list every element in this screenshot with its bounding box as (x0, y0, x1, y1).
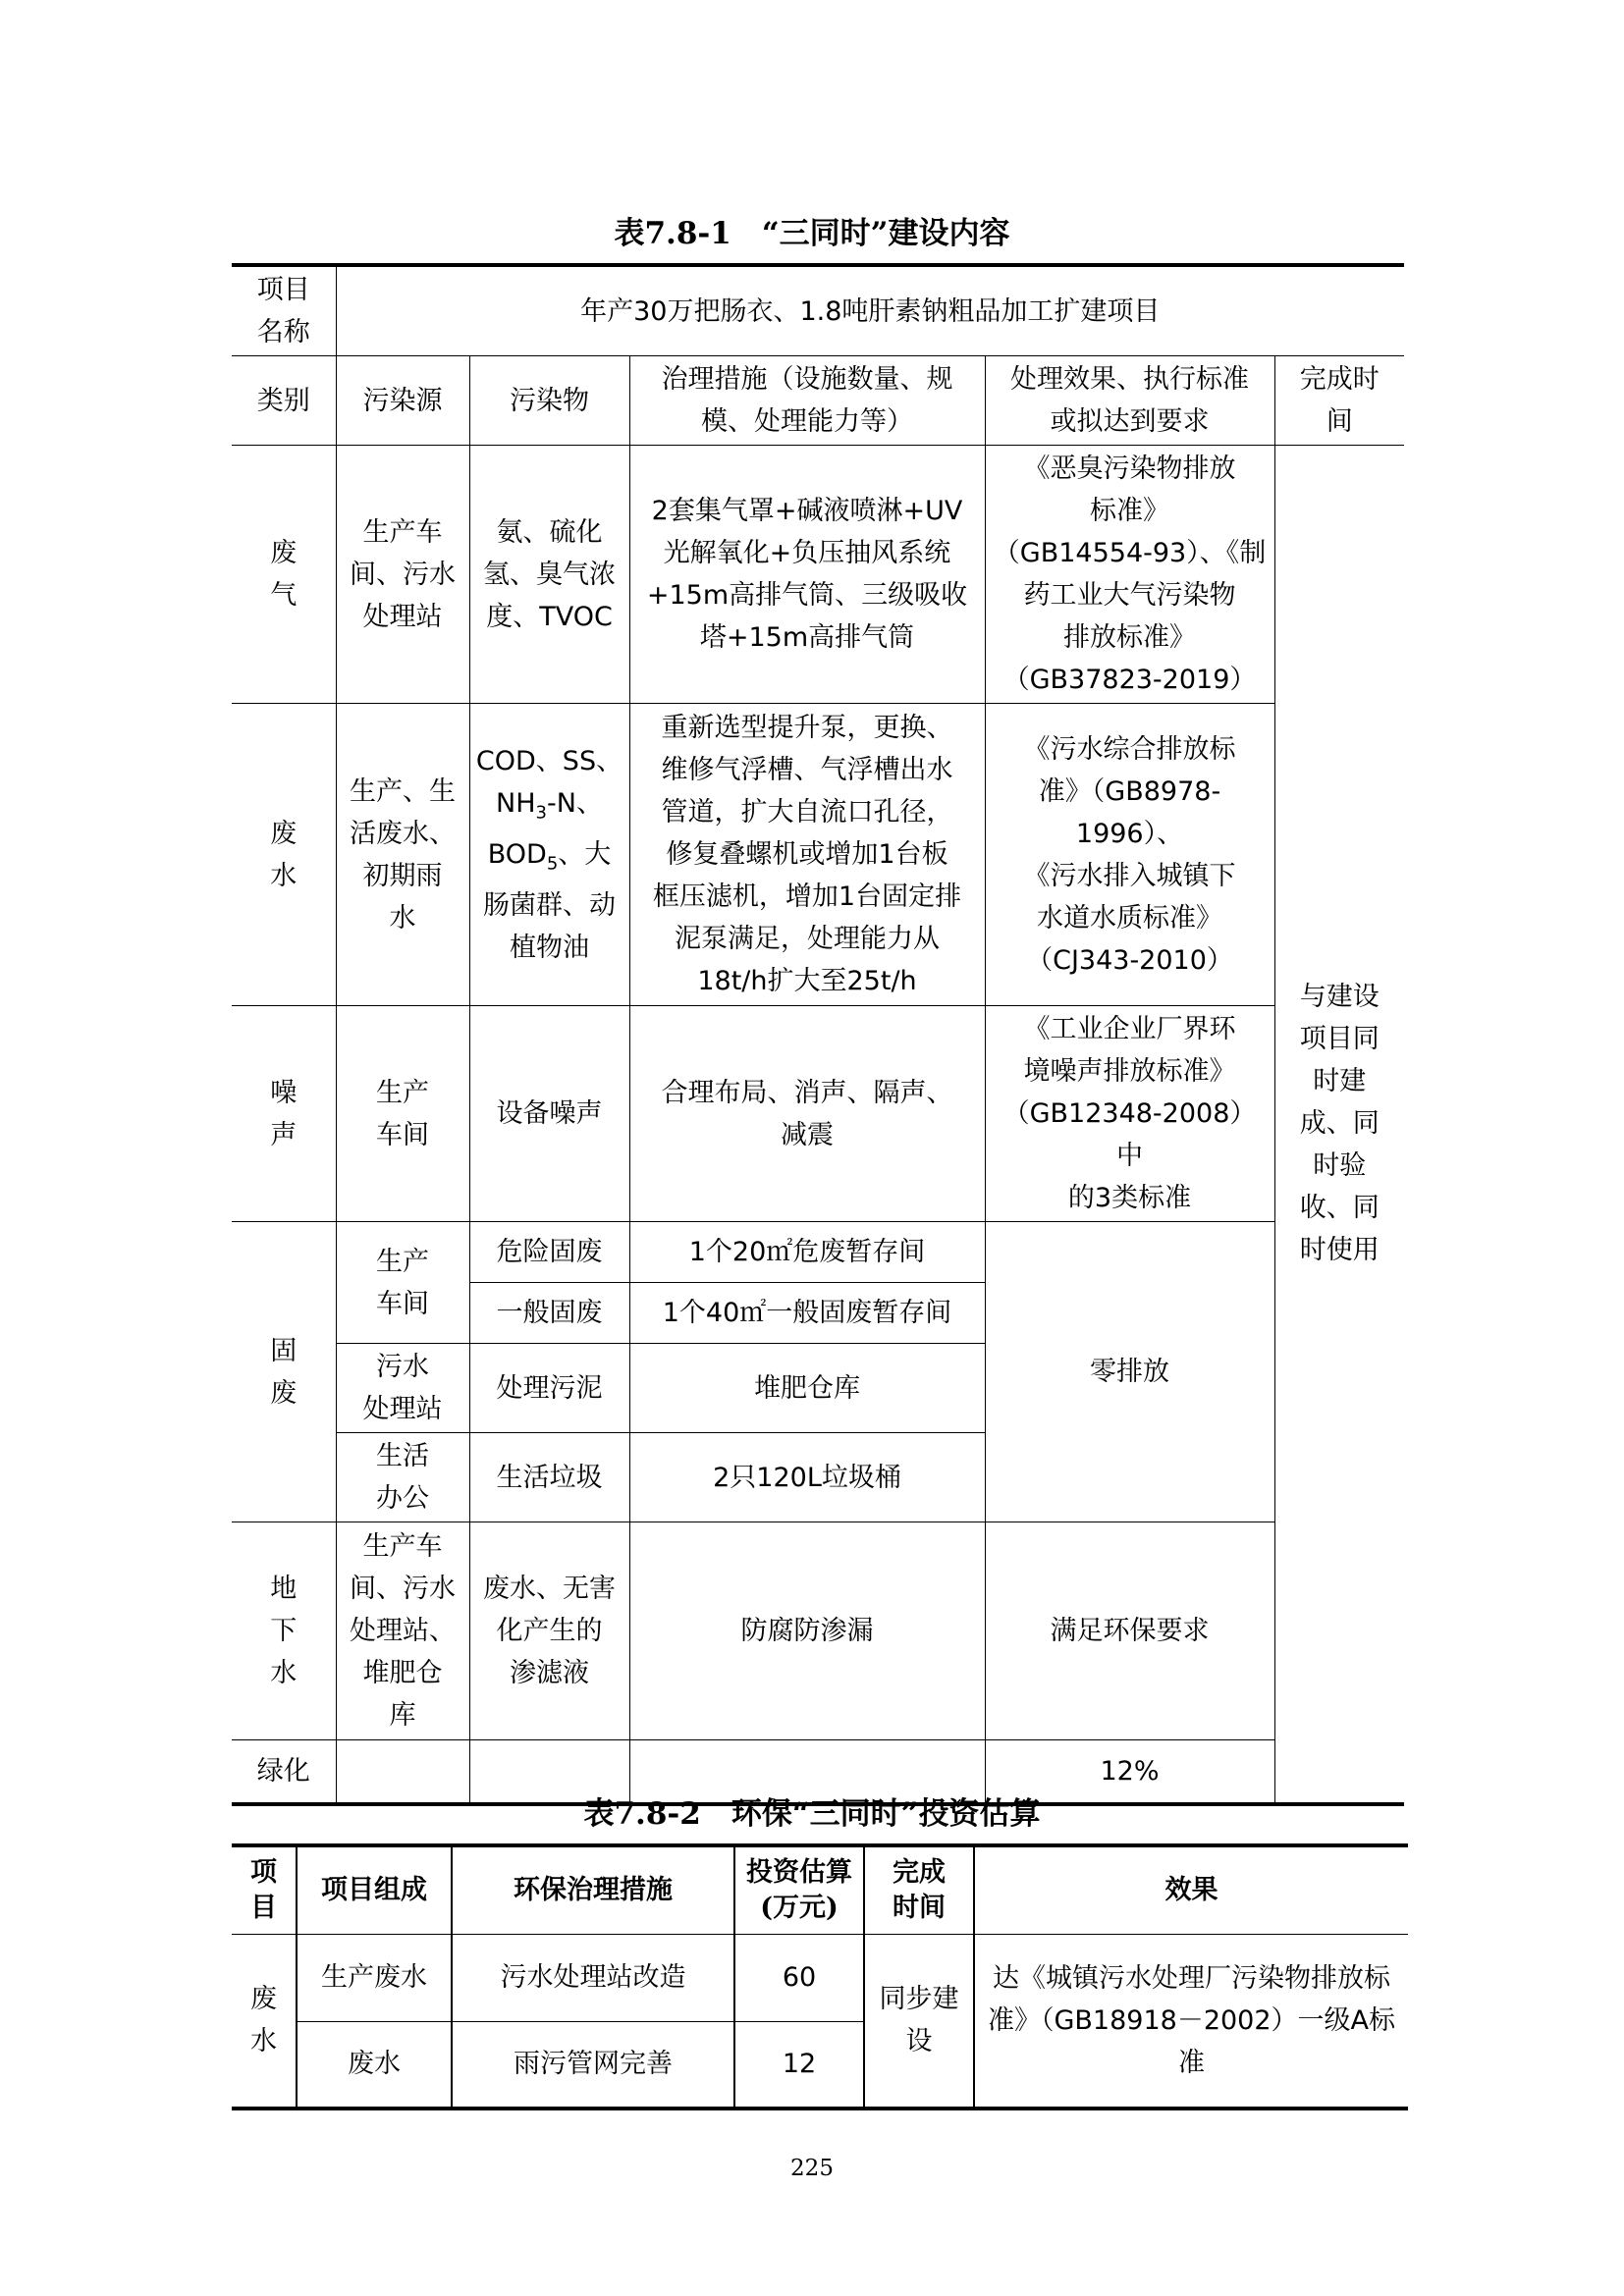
category-greening: 绿化 (232, 1740, 336, 1804)
pollutant-line: BOD (487, 839, 547, 870)
pollutant-line: 、大 (558, 839, 612, 870)
pollutant-waste-gas: 氨、硫化 氢、臭气浓 度、TVOC (469, 446, 629, 704)
pollutant-line: 肠菌群、动 (483, 890, 616, 922)
component: 废水 (297, 2021, 452, 2109)
investment: 12 (734, 2021, 864, 2109)
source-workshop: 生产 车间 (336, 1222, 469, 1344)
measure-waste-gas: 2套集气罩+碱液喷淋+UV 光解氧化+负压抽风系统 +15m高排气筒、三级吸收 塔+15m高排气筒 (629, 446, 985, 704)
source-waste-gas: 生产车 间、污水 处理站 (336, 446, 469, 704)
measure: 雨污管网完善 (452, 2021, 734, 2109)
table2-caption: 表7.8-2 环保“三同时”投资估算 (583, 1796, 1041, 1832)
header-item: 项目 (232, 1845, 297, 1934)
pollutant-line: COD、SS、 (475, 745, 623, 776)
pollutant-noise: 设备噪声 (469, 1006, 629, 1222)
pollutant-garbage: 生活垃圾 (469, 1433, 629, 1522)
header-measure: 治理措施（设施数量、规 模、处理能力等） (629, 356, 985, 446)
measure-groundwater: 防腐防渗漏 (629, 1522, 985, 1740)
pollutant-general: 一般固废 (469, 1283, 629, 1344)
header-row (232, 356, 1404, 446)
table-row (232, 265, 1404, 356)
pollutant-groundwater: 废水、无害 化产生的 渗滤液 (469, 1522, 629, 1740)
table1-caption: 表7.8-1 “三同时”建设内容 (614, 216, 1010, 251)
source-groundwater: 生产车 间、污水 处理站、 堆肥仓 库 (336, 1522, 469, 1740)
header-completion: 完成 时间 (864, 1845, 974, 1934)
header-completion: 完成时 间 (1274, 356, 1404, 446)
completion-time: 同步建 设 (864, 1934, 974, 2109)
measure-garbage: 2只120L垃圾桶 (629, 1433, 985, 1522)
header-effect: 效果 (974, 1845, 1408, 1934)
measure-sludge: 堆肥仓库 (629, 1344, 985, 1433)
pollutant-line: 植物油 (510, 933, 589, 964)
source-sewage: 污水 处理站 (336, 1344, 469, 1433)
table-row-groundwater (232, 1522, 1404, 1740)
category-waste-water: 废 水 (232, 704, 336, 1006)
header-component: 项目组成 (297, 1845, 452, 1934)
pollutant-line: NH (496, 787, 536, 819)
header-category: 类别 (232, 356, 336, 446)
page-number: 225 (790, 2156, 834, 2181)
completion-time: 与建设 项目同 时建 成、同 时验 收、同 时使用 (1274, 446, 1404, 1804)
pollutant-waste-water (469, 704, 629, 1006)
standard-groundwater: 满足环保要求 (985, 1522, 1274, 1740)
header-source: 污染源 (336, 356, 469, 446)
standard-noise: 《工业企业厂界环 境噪声排放标准》 （GB12348-2008）中 的3类标准 (985, 1006, 1274, 1222)
header-investment: 投资估算 (万元) (734, 1845, 864, 1934)
header-row (232, 1845, 1408, 1934)
measure-general: 1个40㎡一般固废暂存间 (629, 1283, 985, 1344)
header-pollutant: 污染物 (469, 356, 629, 446)
measure-waste-water: 重新选型提升泵，更换、 维修气浮槽、气浮槽出水 管道，扩大自流口孔径， 修复叠螺机或增加1台板 框压滤机，增加1台固定排 泥泵满足，处理能力从 18t/h扩大至25t/h (629, 704, 985, 1006)
investment-estimate-table (232, 1843, 1408, 2110)
pollutant-sludge: 处理污泥 (469, 1344, 629, 1433)
pollutant-line: -N、 (547, 787, 603, 819)
category-groundwater: 地 下 水 (232, 1522, 336, 1740)
table-row-waste-water (232, 704, 1404, 1006)
project-label: 项目 名称 (232, 265, 336, 356)
measure-hazardous: 1个20㎡危废暂存间 (629, 1222, 985, 1283)
source-waste-water: 生产、生 活废水、 初期雨 水 (336, 704, 469, 1006)
component: 生产废水 (297, 1934, 452, 2021)
source-noise: 生产 车间 (336, 1006, 469, 1222)
table-row-noise (232, 1006, 1404, 1222)
three-simultaneous-table (232, 263, 1404, 1806)
table-row-waste-gas (232, 446, 1404, 704)
header-measure: 环保治理措施 (452, 1845, 734, 1934)
source-office: 生活 办公 (336, 1433, 469, 1522)
standard-greening: 12% (985, 1740, 1274, 1804)
table-row-solid-hazardous (232, 1222, 1404, 1283)
investment: 60 (734, 1934, 864, 2021)
standard-solid-waste: 零排放 (985, 1222, 1274, 1522)
pollutant-hazardous: 危险固废 (469, 1222, 629, 1283)
standard-waste-water: 《污水综合排放标 准》（GB8978-1996）、 《污水排入城镇下 水道水质标准》 （CJ343-2010） (985, 704, 1274, 1006)
project-name: 年产30万把肠衣、1.8吨肝素钠粗品加工扩建项目 (336, 265, 1404, 356)
table-row (232, 1934, 1408, 2021)
measure: 污水处理站改造 (452, 1934, 734, 2021)
subscript: 3 (535, 802, 547, 823)
header-standard: 处理效果、执行标准 或拟达到要求 (985, 356, 1274, 446)
category-waste-water: 废水 (232, 1934, 297, 2109)
category-noise: 噪 声 (232, 1006, 336, 1222)
measure-noise: 合理布局、消声、隔声、 减震 (629, 1006, 985, 1222)
category-waste-gas: 废 气 (232, 446, 336, 704)
effect: 达《城镇污水处理厂污染物排放标 准》（GB18918－2002）一级A标 准 (974, 1934, 1408, 2109)
category-solid-waste: 固 废 (232, 1222, 336, 1522)
subscript: 5 (546, 853, 559, 875)
standard-waste-gas: 《恶臭污染物排放 标准》 （GB14554-93）、《制 药工业大气污染物 排放标准》 （GB37823-2019） (985, 446, 1274, 704)
